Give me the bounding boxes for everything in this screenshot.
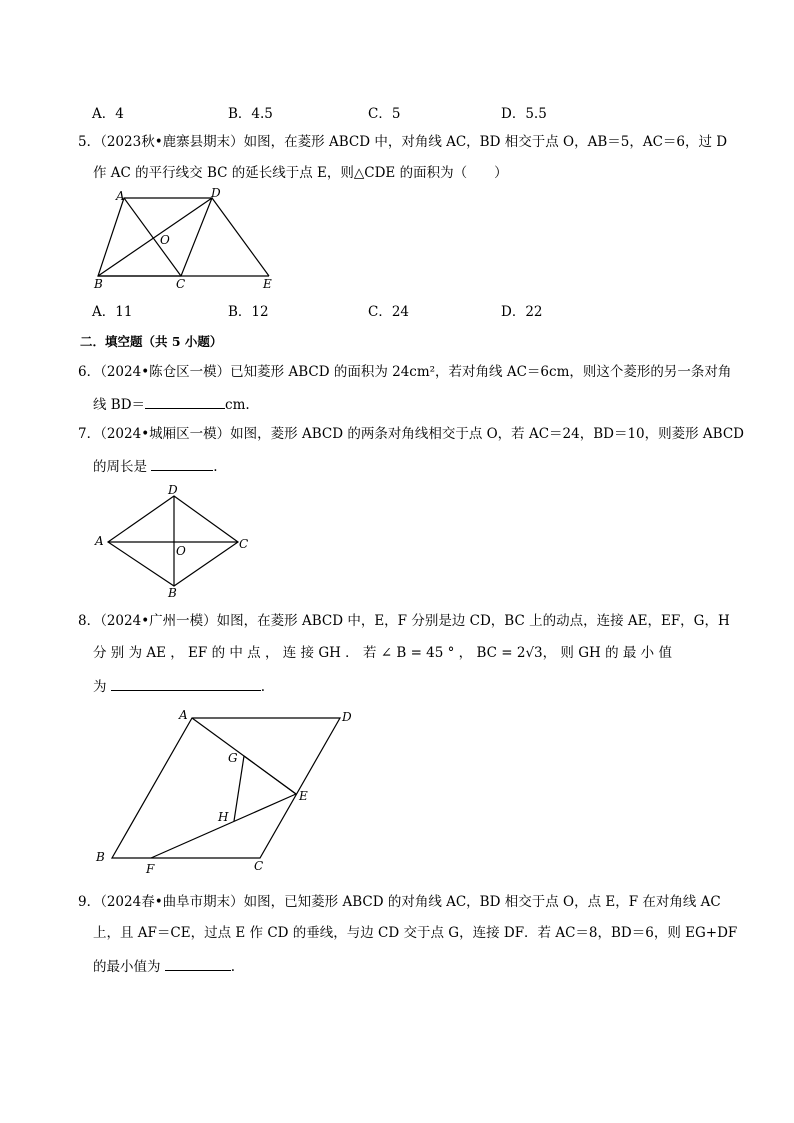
q4-option-b: B．4.5 bbox=[228, 106, 273, 122]
q9-text-line1: 9．（2024春•曲阜市期末）如图，已知菱形 ABCD 的对角线 AC，BD 相交于点 O，点 E，F 在对角线 AC bbox=[78, 894, 721, 910]
q6-text-line2 bbox=[93, 394, 250, 414]
q7-rhombus bbox=[108, 496, 238, 586]
q8-text-line3 bbox=[93, 676, 265, 696]
q9-answer-blank[interactable] bbox=[165, 956, 231, 971]
q8-text-line2: 分 别 为 AE ， EF 的 中 点 ， 连 接 GH ． 若 ∠ B = 45 ° ， BC = 2√3， 则 GH 的 最 小 值 bbox=[93, 645, 672, 661]
q9-line3-suffix: . bbox=[230, 959, 236, 975]
q8-line3-suffix: . bbox=[260, 679, 266, 695]
q5-label-a: A bbox=[116, 189, 125, 203]
q5-label-b: B bbox=[94, 277, 103, 291]
q8-line3-prefix: 为 bbox=[93, 679, 107, 695]
q8-label-h: H bbox=[218, 810, 229, 824]
q5-option-a: A．11 bbox=[92, 304, 133, 320]
q5-option-d: D．22 bbox=[501, 304, 543, 320]
q4-option-d: D．5.5 bbox=[501, 106, 547, 122]
q7-label-d: D bbox=[168, 483, 178, 497]
q8-segment-ge bbox=[244, 756, 296, 794]
q9-text-line3 bbox=[93, 956, 235, 976]
q6-answer-blank[interactable] bbox=[145, 394, 225, 409]
q8-label-c: C bbox=[254, 859, 264, 873]
q7-figure bbox=[92, 482, 262, 606]
q9-text-line2: 上，且 AF＝CE，过点 E 作 CD 的垂线，与边 CD 交于点 G，连接 DF．若 AC＝8，BD＝6，则 EG+DF bbox=[93, 925, 738, 941]
q6-line2-suffix: cm. bbox=[225, 397, 250, 413]
q5-option-c: C．24 bbox=[368, 304, 410, 320]
q8-label-g: G bbox=[228, 751, 238, 765]
q8-rhombus bbox=[112, 718, 340, 858]
q7-line2-prefix: 的周长是 bbox=[93, 459, 147, 475]
q7-label-b: B bbox=[168, 586, 177, 600]
q9-line3-prefix: 的最小值为 bbox=[93, 959, 161, 975]
q7-line2-suffix: . bbox=[213, 459, 218, 475]
q8-label-e: E bbox=[299, 789, 308, 803]
q8-label-b: B bbox=[96, 850, 105, 864]
q5-label-d: D bbox=[211, 186, 221, 200]
q7-label-o: O bbox=[176, 544, 186, 558]
q7-label-a: A bbox=[95, 534, 104, 548]
q8-answer-blank[interactable] bbox=[111, 676, 261, 691]
q8-label-f: F bbox=[146, 862, 155, 876]
q7-answer-blank[interactable] bbox=[151, 456, 213, 471]
q4-option-a: A．4 bbox=[92, 106, 124, 122]
q5-figure bbox=[88, 186, 288, 300]
q8-segment-gh bbox=[234, 756, 244, 821]
q5-diagonal-ac bbox=[124, 198, 181, 276]
q5-label-c: C bbox=[176, 277, 186, 291]
q8-label-d: D bbox=[342, 710, 352, 724]
q6-text-line1: 6．（2024•陈仓区一模）已知菱形 ABCD 的面积为 24cm²，若对角线 AC＝6cm，则这个菱形的另一条对角 bbox=[78, 364, 732, 380]
q5-label-e: E bbox=[263, 277, 272, 291]
q7-label-c: C bbox=[239, 537, 249, 551]
q7-text-line1: 7．（2024•城厢区一模）如图，菱形 ABCD 的两条对角线相交于点 O，若 AC＝24，BD＝10，则菱形 ABCD bbox=[78, 426, 745, 442]
q5-option-b: B．12 bbox=[228, 304, 269, 320]
q8-text-line1: 8．（2024•广州一模）如图，在菱形 ABCD 中，E，F 分别是边 CD，BC 上的动点，连接 AE，EF，G，H bbox=[78, 613, 730, 629]
q5-diagonal-bd bbox=[98, 198, 212, 276]
q8-segment-fe bbox=[151, 794, 296, 858]
q5-text-line2: 作 AC 的平行线交 BC 的延长线于点 E，则△CDE 的面积为（ ） bbox=[93, 165, 508, 181]
q6-line2-prefix: 线 BD＝ bbox=[93, 397, 146, 413]
q5-label-o: O bbox=[160, 233, 170, 247]
section-title: 二．填空题（共 5 小题） bbox=[80, 334, 223, 349]
q8-figure bbox=[92, 702, 372, 886]
q5-line-de bbox=[212, 198, 269, 276]
q7-text-line2 bbox=[93, 456, 218, 476]
q5-text-line1: 5．（2023秋•鹿寨县期末）如图，在菱形 ABCD 中，对角线 AC，BD 相交于点 O，AB＝5，AC＝6，过 D bbox=[78, 134, 728, 150]
q4-option-c: C．5 bbox=[368, 106, 401, 122]
q8-label-a: A bbox=[179, 708, 188, 722]
